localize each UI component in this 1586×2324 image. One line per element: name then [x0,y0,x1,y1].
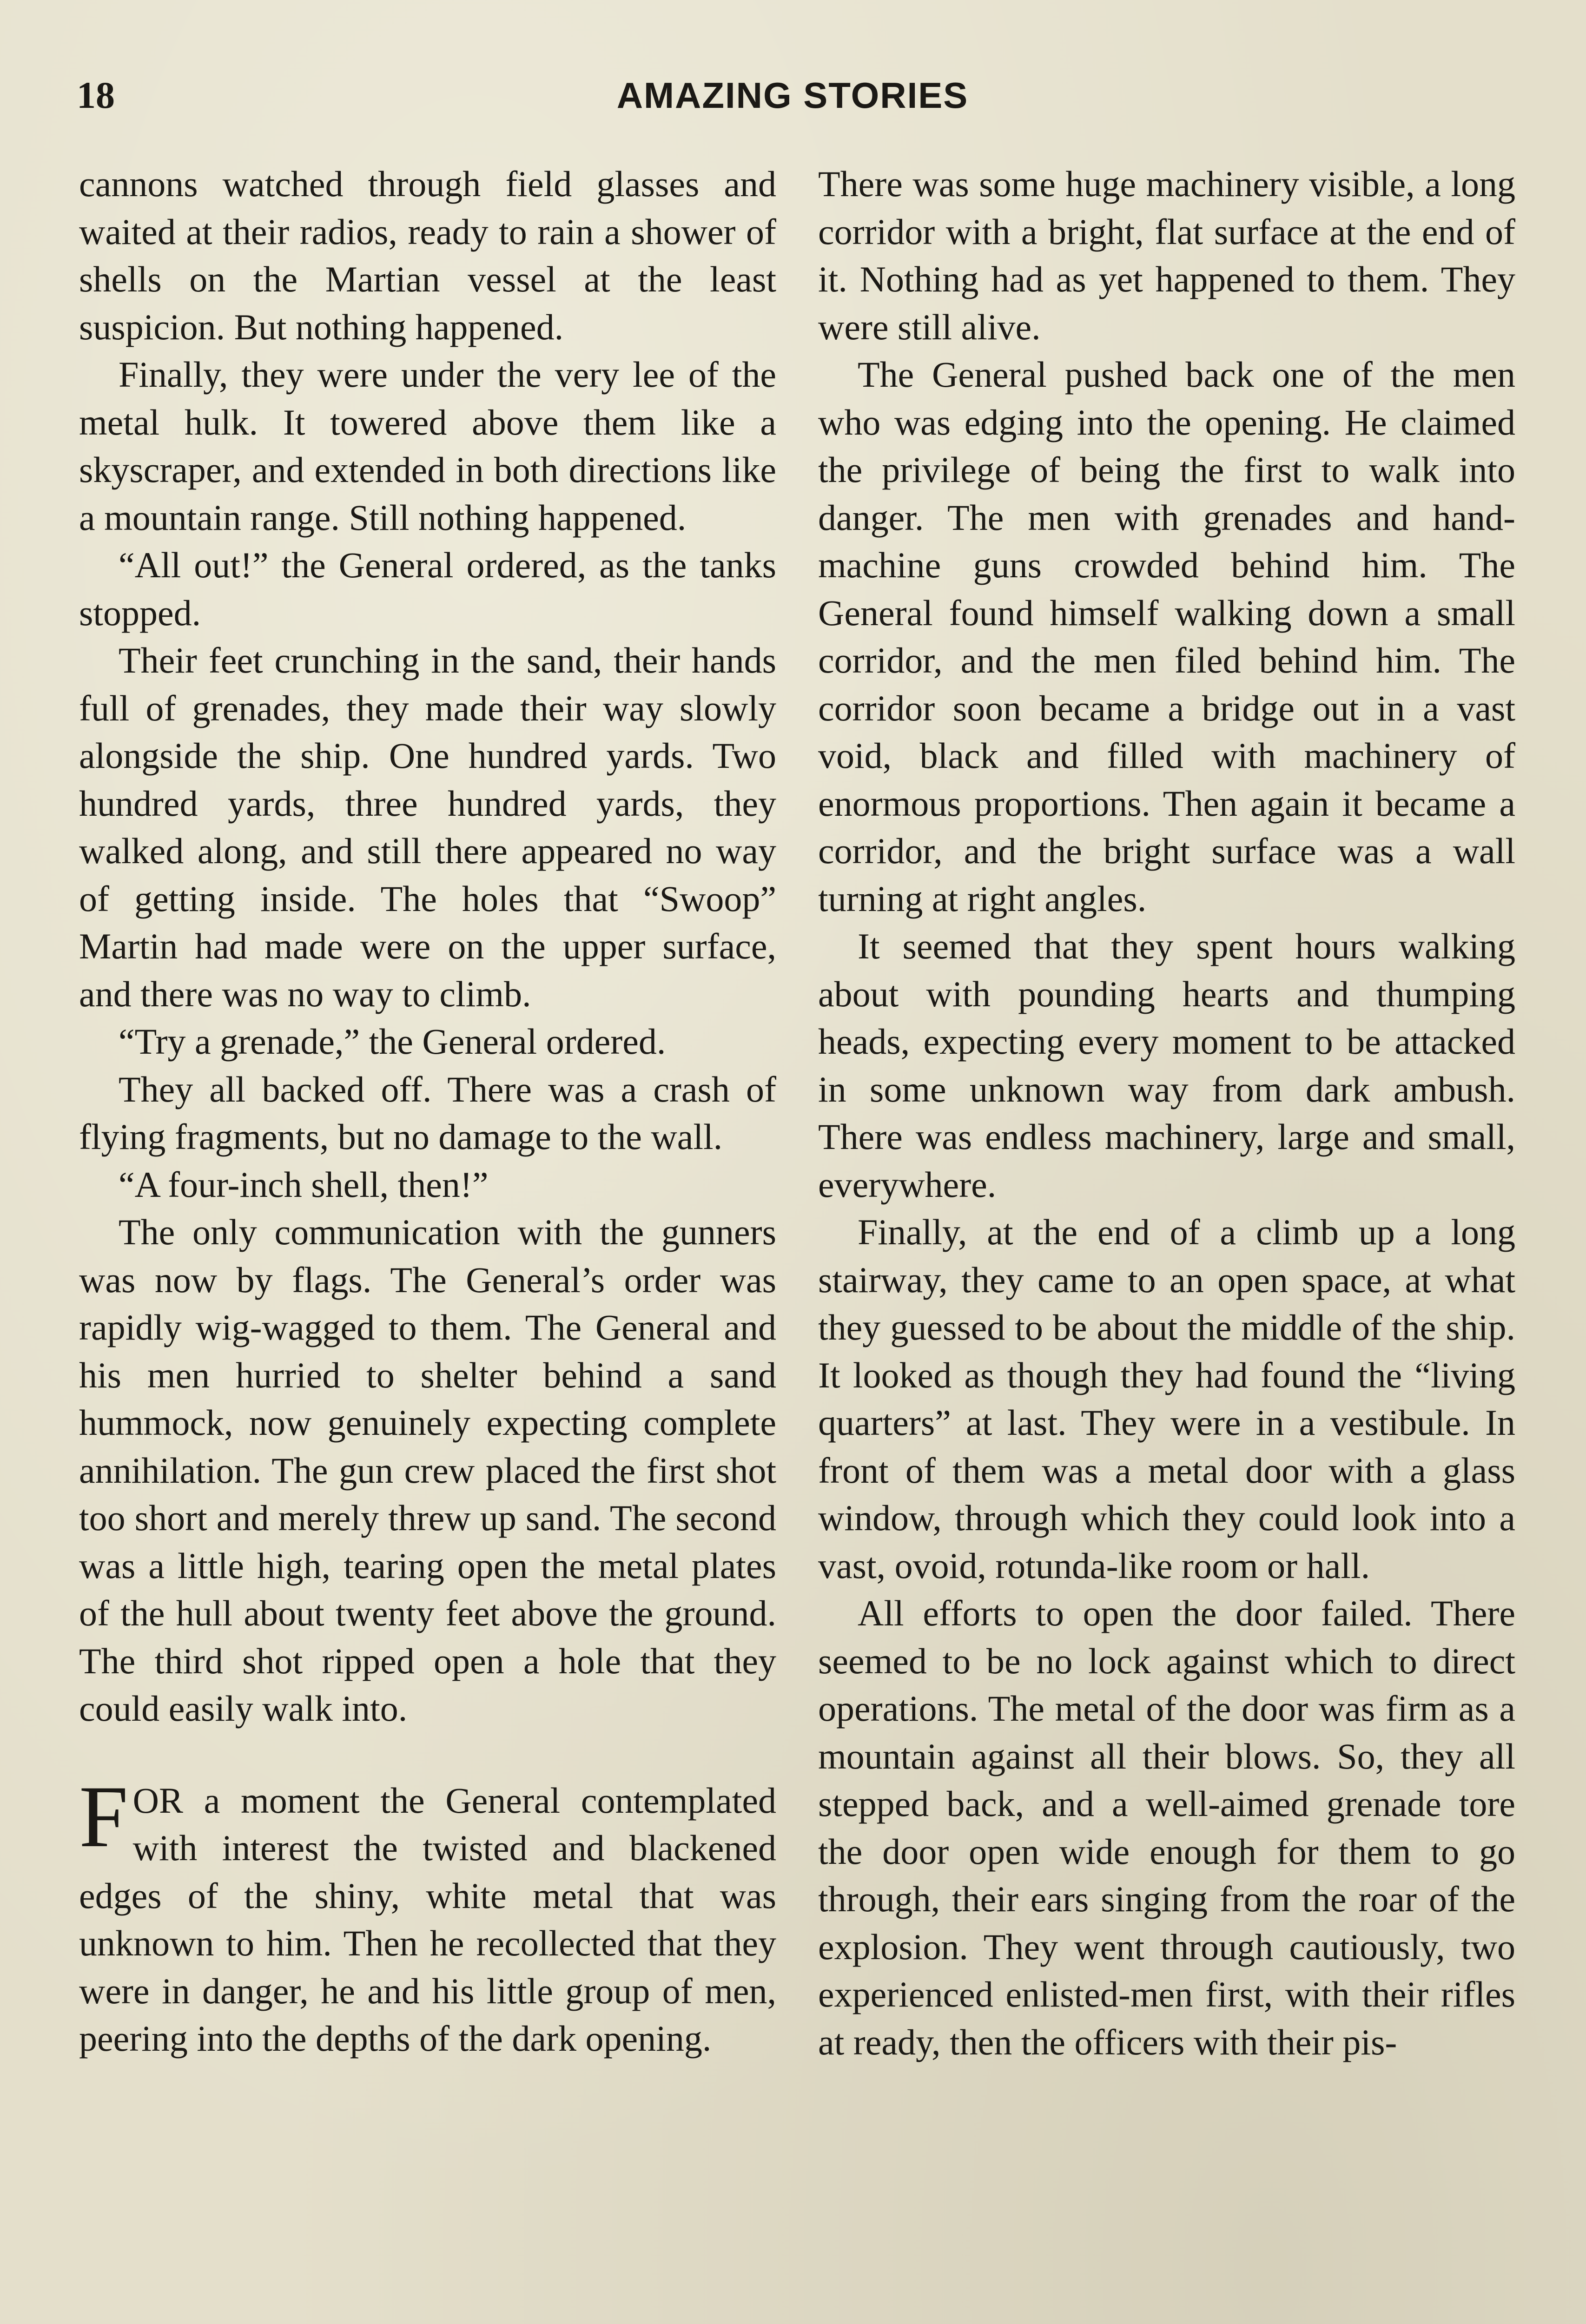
paragraph: Their feet crunching in the sand, their hands full of grenades, they made their way slowly alongside the ship. One hundred yards. Two hundred yards, three hundred yards, they walked along, and still there appeared no way of getting inside. The holes that “Swoop” Martin had made were on the upper surface, and there was no way to climb. [79,640,776,1014]
paragraph: They all backed off. There was a crash of flying fragments, but no damage to the wall. [79,1069,776,1157]
paragraph: It seemed that they spent hours walking about with pounding hearts and thumping heads, expecting every moment to be attacked in some unknown way from dark ambush. There was endless machinery, large and small, everywhere. [818,926,1515,1205]
paragraph: There was some huge machinery visible, a long corridor with a bright, flat surface at the end of it. Nothing had as yet happened to them. They were still alive. [818,164,1515,347]
paragraph: cannons watched through field glasses and waited at their radios, ready to rain a shower of shells on the Martian vessel at the least suspicion. But nothing happened. [79,164,776,347]
paragraph: The only communication with the gunners was now by flags. The General’s order was rapidly wig-wagged to them. The General and his men hurried to shelter behind a sand hummock, now genuinely expecting complete annihilation. The gun crew placed the first shot too short and merely threw up sand. The second was a little high, tearing open the metal plates of the hull about twenty feet above the ground. The third shot ripped open a hole that they could easily walk into. [79,1212,776,1729]
page-header [77,70,1508,130]
paragraph: All efforts to open the door failed. There seemed to be no lock against which to direct operations. The metal of the door was firm as a mountain against all their blows. So, they all stepped back, and a well-aimed grenade tore the door open wide enough for them to go through, their ears singing from the roar of the explosion. They went through cautiously, two experienced enlisted-men first, with their rifles at ready, then the officers with their pis- [818,1593,1515,2062]
page-number: 18 [77,74,115,116]
drop-cap: F [79,1768,128,1866]
drop-cap-continuation: OR [132,1780,184,1821]
paragraph: “A four-inch shell, then!” [119,1164,489,1205]
paragraph: Finally, at the end of a climb up a long stairway, they came to an open space, at what they guessed to be about the middle of the ship. It looked as though they had found the “living quarters” at last. They were in a vestibule. In front of them was a metal door with a glass window, through which they could look into a vast, ovoid, rotunda-like room or hall. [818,1212,1515,1586]
running-title: AMAZING STORIES [616,75,969,116]
right-column [818,160,1515,2066]
paragraph: Finally, they were under the very lee of the metal hulk. It towered above them like a skyscraper, and extended in both directions like a mountain range. Still nothing happened. [79,354,776,538]
section-opening-paragraph [79,1768,776,2063]
section-break [79,1733,776,1777]
left-column [79,160,776,2063]
paragraph: “Try a grenade,” the General ordered. [119,1021,666,1062]
section-opening-text: a moment the General contemplated with interest the twisted and blackened edges of the shiny, white metal that was unknown to him. Then he recollected that they were in danger, he and his little group of men, peering into the depths of the dark opening. [79,1780,776,2059]
paragraph: “All out!” the General ordered, as the tanks stopped. [79,545,776,633]
paragraph: The General pushed back one of the men who was edging into the opening. He claimed the privilege of being the first to walk into danger. The men with grenades and hand-machine guns crowded behind him. The General found himself walking down a small corridor, and the men filed behind him. The corridor soon became a bridge out in a vast void, black and filled with machinery of enormous proportions. Then again it became a corridor, and the bright surface was a wall turning at right angles. [818,354,1515,919]
